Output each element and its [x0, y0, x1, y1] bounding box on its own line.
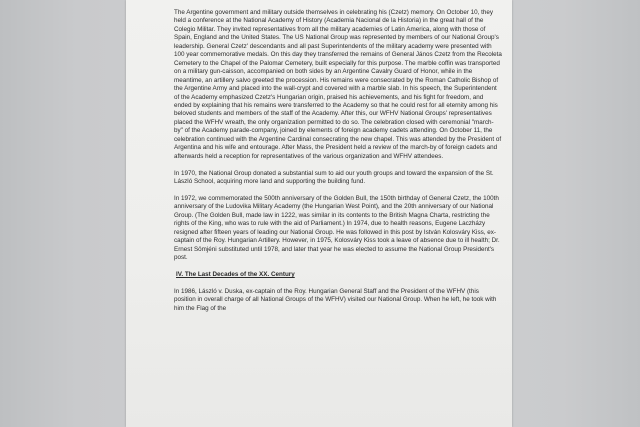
- paragraph-1986-visit: In 1986, László v. Duska, ex-captain of the Roy. Hungarian General Staff and the President of the WFHV (this position in overall charge of all National Groups of the WFHV) visited our National Group. When he left, he took with him the Flag of the: [174, 287, 497, 312]
- section-heading: IV. The Last Decades of the XX. Century: [176, 271, 295, 278]
- document-page: [126, 0, 512, 427]
- paragraph-czetz-celebration: The Argentine government and military outside themselves in celebrating his (Czetz) memory. On October 10, they held a conference at the National Academy of History (Academia Nacional de la Historia) in the great hall of the Colegio Militar. They invited representatives from all the military academies of Latin America, along with those of Spain, England and the United States. The US National Group was represented by members of our National Group's leadership. General Czetz' descendants and all past Superintendents of the military academy were presented with 100 year commemorative medals. On this day they transferred the remains of General János Czetz from the Recoleta Cemetery to the Chapel of the Palomar Cemetery, built especially for this purpose. The marble coffin was transported on a military gun-caisson, accompanied on both sides by an Argentine Cavalry Guard of Honor, while in the meantime, an artillery salvo greeted the procession. His remains were consecrated by the Roman Catholic Bishop of the Argentine Army and placed into the wall-crypt and covered with a marble slab. In his speech, the Superintendent of the Academy emphasized Czetz's Hungarian origin, praised his achievements, and his fight for freedom, and ended by explaining that his remains were transferred to the Academy so that he could rest for all eternity among his beloved students and members of the staff of the Academy. After this, our WFHV National Groups' representatives placed the WFHV wreath, the only organization permitted to do so. The celebration closed with ceremonial "march-by" of the Academy parade-company, joined by elements of foreign academy cadets attending. On October 11, the celebration continued with the Argentine Cardinal consecrating the new chapel. This was attended by the President of Argentina and his wife and entourage. After Mass, the President held a review of the march-by of foreign cadets and afterwards held a reception for representatives of the various organization and WFHV attendees.: [174, 9, 502, 160]
- document-body: [174, 9, 502, 322]
- paragraph-1972-commemoration: In 1972, we commemorated the 500th anniversary of the Golden Bull, the 150th birthday of General Czetz, the 100th anniversary of the Ludovika Military Academy (the Hungarian West Point), and the 20th anniversary of our National Group. (The Golden Bull, made law in 1222, was similar in its contents to the British Magna Charta, restricting the rights of the King, who was to rule with the aid of Parliament.) In 1974, due to health reasons, Eugene Laczházy resigned after fifteen years of leading our National Group. He was followed in this post by István Kolosváry Kiss, ex-captain of the Roy. Hungarian Artillery. However, in 1975, Kolosváry Kiss took a leave of absence due to ill health; Dr. Ernest Sömjéni substituted until 1978, and later that year he was elected to assume the National Group President's post.: [174, 194, 500, 262]
- paragraph-1970-donation: In 1970, the National Group donated a substantial sum to aid our youth groups and toward the expansion of the St. László School, acquiring more land and supporting the building fund.: [174, 169, 494, 186]
